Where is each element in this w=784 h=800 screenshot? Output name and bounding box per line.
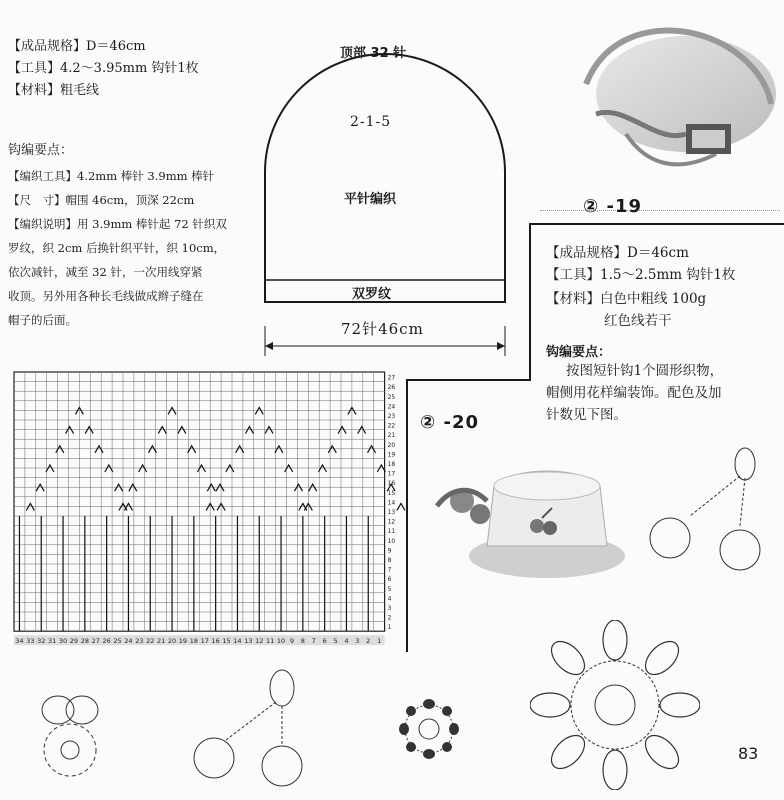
decrease-symbol	[85, 427, 93, 434]
chart-row-number: 19	[387, 451, 396, 459]
decrease-symbol	[56, 446, 64, 453]
section-19-material-2: 红色线若干	[604, 313, 672, 329]
chart-col-number: 18	[189, 637, 198, 646]
chart-col-number: 14	[233, 637, 242, 646]
decrease-symbol	[265, 427, 273, 434]
decrease-symbol	[178, 427, 186, 434]
chart-row-number: 6	[387, 576, 392, 584]
hat-rib-label: 双罗纹	[352, 287, 392, 302]
decrease-symbol	[285, 465, 293, 472]
chart-col-number: 24	[124, 637, 133, 646]
chart-col-number: 1	[377, 637, 382, 646]
chart-col-number: 33	[26, 637, 35, 646]
decrease-symbol	[105, 465, 113, 472]
chart-row-number: 27	[387, 374, 396, 382]
decrease-symbol	[294, 484, 302, 491]
chart-row-number: 18	[387, 461, 396, 468]
section-19-point: 针数见下图。	[546, 407, 627, 423]
left-points-line: 帽子的后面。	[8, 313, 77, 327]
chart-col-number: 4	[344, 637, 349, 646]
decrease-symbol	[207, 484, 215, 491]
chart-row-number: 22	[387, 422, 396, 430]
hat-top-label: 顶部 32 针	[340, 46, 407, 61]
decrease-symbol	[318, 465, 326, 472]
left-points-line: 依次减针，减至 32 针，一次用线穿紧	[8, 265, 203, 279]
chart-col-number: 15	[222, 637, 231, 646]
chart-col-number: 22	[146, 637, 155, 646]
section-19-point: 按图短针钩1个圆形织物，	[566, 363, 724, 379]
chart-row-number: 26	[387, 384, 396, 392]
decrease-symbol	[188, 446, 196, 453]
chart-col-number: 10	[276, 637, 286, 646]
decrease-symbol	[26, 503, 34, 510]
decrease-symbol	[236, 446, 244, 453]
hat-photo-top	[566, 14, 776, 190]
decrease-symbol	[368, 446, 376, 453]
chart-col-number: 3	[355, 637, 360, 646]
chart-col-number: 21	[157, 637, 166, 646]
left-points-line: 【编织说明】用 3.9mm 棒针起 72 针织双	[8, 217, 227, 231]
chart-col-number: 17	[200, 637, 209, 646]
chart-col-number: 7	[311, 637, 316, 646]
decrease-symbol	[139, 465, 147, 472]
chart-col-number: 20	[167, 637, 177, 646]
crochet-leaf-diagram	[30, 690, 110, 790]
decrease-symbol	[129, 484, 137, 491]
photo-divider	[540, 210, 780, 211]
decrease-symbol	[115, 484, 123, 491]
left-points-body	[8, 164, 258, 332]
decrease-symbol	[36, 484, 44, 491]
chart-col-number: 2	[366, 637, 371, 646]
chart-col-number: 5	[333, 637, 338, 646]
decrease-symbol	[66, 427, 74, 434]
chart-col-number: 8	[300, 637, 305, 646]
decrease-symbol	[358, 427, 366, 434]
hat-photo-bottom	[432, 446, 632, 586]
chart-row-number: 25	[387, 393, 396, 401]
section-19-point: 帽侧用花样编装饰。配色及加	[546, 385, 722, 401]
section-20-title: ② -20	[420, 412, 480, 433]
chart-col-number: 16	[211, 637, 220, 646]
chart-row-number: 7	[387, 566, 392, 574]
chart-row-number: 9	[387, 547, 392, 555]
chart-col-number: 9	[289, 637, 295, 646]
chart-col-number: 28	[80, 637, 89, 646]
chart-row-number: 13	[387, 509, 396, 516]
decrease-symbol	[245, 427, 253, 434]
left-points-line: 罗纹，织 2cm 后换针织平针，织 10cm，	[8, 241, 226, 255]
chart-row-number: 21	[387, 432, 396, 440]
left-points-line: 【编织工具】4.2mm 棒针 3.9mm 棒针	[8, 169, 215, 183]
chart-row-number: 8	[387, 557, 392, 564]
left-points-line: 【尺 寸】帽围 46cm，顶深 22cm	[8, 193, 195, 207]
left-spec-tool: 【工具】4.2～3.95mm 钩针1枚	[8, 61, 199, 76]
chart-row-number: 20	[387, 441, 396, 449]
chart-col-number: 27	[91, 637, 100, 646]
decrease-symbol	[255, 407, 263, 414]
chart-row-number: 1	[387, 624, 392, 632]
decrease-symbol	[309, 484, 317, 491]
chart-col-number: 13	[244, 637, 253, 646]
left-spec-size: 【成品规格】D＝46cm	[8, 39, 146, 54]
chart-col-number: 12	[255, 637, 264, 646]
decrease-symbol	[95, 446, 103, 453]
chart-col-number: 32	[37, 637, 46, 646]
decrease-symbol	[397, 503, 405, 510]
chart-col-number: 23	[135, 637, 144, 646]
chart-row-number: 24	[387, 403, 396, 411]
chart-row-number: 10	[387, 537, 396, 545]
decrease-symbol	[168, 407, 176, 414]
chart-row-number: 14	[387, 499, 396, 507]
chart-row-number: 2	[387, 614, 392, 622]
chart-col-number: 31	[48, 637, 57, 646]
left-spec-material: 【材料】粗毛线	[8, 83, 100, 98]
decrease-symbol	[275, 446, 283, 453]
chart-col-number: 19	[178, 637, 188, 646]
crochet-cherry-diagram	[186, 666, 316, 790]
section-19-tool: 【工具】1.5～2.5mm 钩针1枚	[546, 267, 736, 283]
hat-body-label: 平针编织	[344, 192, 397, 207]
chart-row-number: 5	[387, 585, 392, 593]
decrease-symbol	[148, 446, 156, 453]
cherry-motif-diagram	[640, 446, 780, 586]
decrease-symbol	[328, 446, 336, 453]
chart-row-number: 3	[387, 605, 392, 612]
decrease-symbol	[46, 465, 54, 472]
chart-col-number: 25	[113, 637, 122, 646]
decrease-symbol	[226, 465, 234, 472]
chart-col-number: 11	[266, 637, 275, 646]
section-19-material: 【材料】白色中粗线 100g	[546, 291, 707, 307]
chart-col-number: 34	[15, 637, 24, 646]
chart-row-number: 12	[387, 518, 396, 526]
section-19-size: 【成品规格】D＝46cm	[546, 245, 689, 261]
hat-width-label: 72针46cm	[338, 318, 427, 339]
section-19-points-title: 钩编要点：	[546, 345, 612, 360]
chart-col-number: 29	[69, 637, 79, 646]
decrease-symbol	[216, 484, 224, 491]
chart-row-number: 15	[387, 489, 396, 497]
decrease-symbol	[197, 465, 205, 472]
crochet-flower-small	[394, 698, 464, 760]
hat-decrease-label: 2-1-5	[350, 114, 392, 130]
knitting-chart	[10, 366, 410, 656]
chart-col-number: 26	[102, 637, 111, 646]
section-19-title: ② -19	[583, 196, 643, 217]
chart-col-number: 6	[322, 637, 327, 646]
chart-row-number: 23	[387, 413, 396, 420]
page-number: 83	[738, 744, 759, 763]
chart-row-number: 11	[387, 528, 396, 536]
decrease-symbol	[338, 427, 346, 434]
chart-row-number: 4	[387, 595, 392, 603]
chart-col-number: 30	[58, 637, 68, 646]
chart-row-number: 16	[387, 480, 396, 488]
left-points-title: 钩编要点：	[8, 143, 74, 158]
crochet-flower-large	[530, 620, 700, 790]
left-points-line: 收顶。另外用各种长毛线做成辫子缝在	[8, 289, 204, 303]
decrease-symbol	[158, 427, 166, 434]
chart-row-number: 17	[387, 470, 396, 478]
